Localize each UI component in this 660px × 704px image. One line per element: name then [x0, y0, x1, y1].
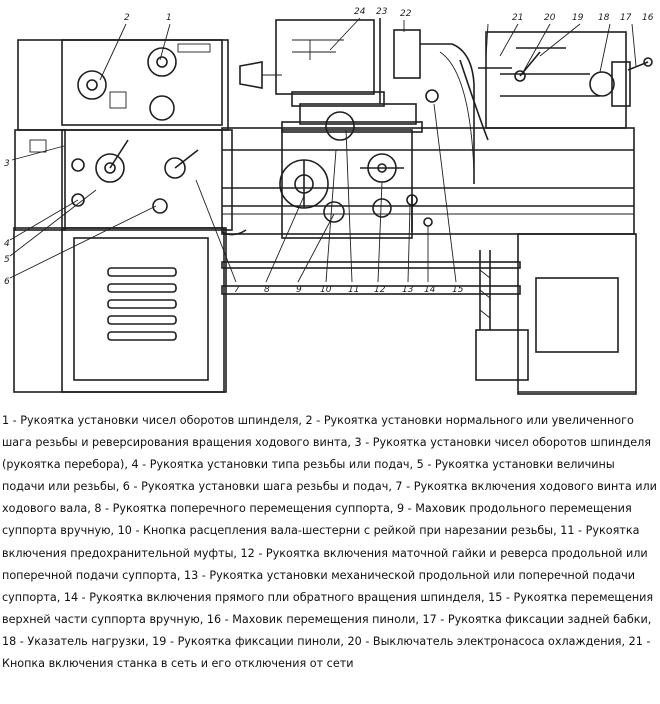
callout-numbers [4, 7, 654, 295]
callout-24: 24 [354, 7, 366, 17]
callout-3: 3 [4, 159, 10, 169]
callout-13: 13 [402, 285, 414, 295]
callout-15: 15 [452, 285, 464, 295]
caption-text: 1 - Рукоятка установки чисел оборотов шпинделя, 2 - Рукоятка установки нормального или увеличенного шага резьбы и реверсирования вращения ходового винта, 3 - Рукоятка установки чисел оборотов шпинделя (рукоятка перебора), 4 - Рукоятка установки типа резьбы или подач, 5 - Рукоятка установки величины подачи или резьбы, 6 - Рукоятка установки шага резьбы и подач, 7 - Рукоятка включения ходового винта или ходового вала, 8 - Рукоятка поперечного перемещения суппорта, 9 - Маховик продольного перемещения суппорта вручную, 10 - Кнопка расцепления вала-шестерни с рейкой при нарезании резьбы, 11 - Рукоятка включения предохранительной муфты, 12 - Рукоятка включения маточной гайки и реверса продольной или поперечной подачи суппорта, 13 - Рукоятка установки механической продольной или поперечной подачи суппорта, 14 - Рукоятка включения прямого пли обратного вращения шпинделя, 15 - Рукоятка перемещения верхней части суппорта вручную, 16 - Маховик перемещения пиноли, 17 - Рукоятка фиксации задней бабки, 18 - Указатель нагрузки, 19 - Рукоятка фиксации пиноли, 20 - Выключатель электронасоса охлаждения, 21 - Кнопка включения станка в сеть и его отключения от сети [2, 414, 657, 671]
callout-17: 17 [620, 13, 632, 23]
callout-8: 8 [264, 285, 270, 295]
callout-18: 18 [598, 13, 610, 23]
callout-19: 19 [572, 13, 584, 23]
callout-4: 4 [4, 239, 10, 249]
callout-10: 10 [320, 285, 332, 295]
callout-22: 22 [400, 9, 412, 19]
callout-23: 23 [376, 7, 388, 17]
callout-7: 7 [234, 285, 240, 295]
headstock [15, 40, 282, 230]
callout-11: 11 [348, 285, 360, 295]
callout-1: 1 [166, 13, 172, 23]
callout-12: 12 [374, 285, 386, 295]
callout-6: 6 [4, 277, 10, 287]
callout-14: 14 [424, 285, 436, 295]
callout-16: 16 [642, 13, 654, 23]
callout-2: 2 [124, 13, 130, 23]
callout-5: 5 [4, 255, 10, 265]
right-cabinet [476, 234, 636, 394]
tailstock [460, 32, 652, 140]
callout-21: 21 [512, 13, 524, 23]
callout-9: 9 [296, 285, 302, 295]
left-cabinet [14, 228, 246, 392]
callout-20: 20 [544, 13, 556, 23]
tool-post [276, 18, 474, 184]
apron [280, 112, 432, 238]
